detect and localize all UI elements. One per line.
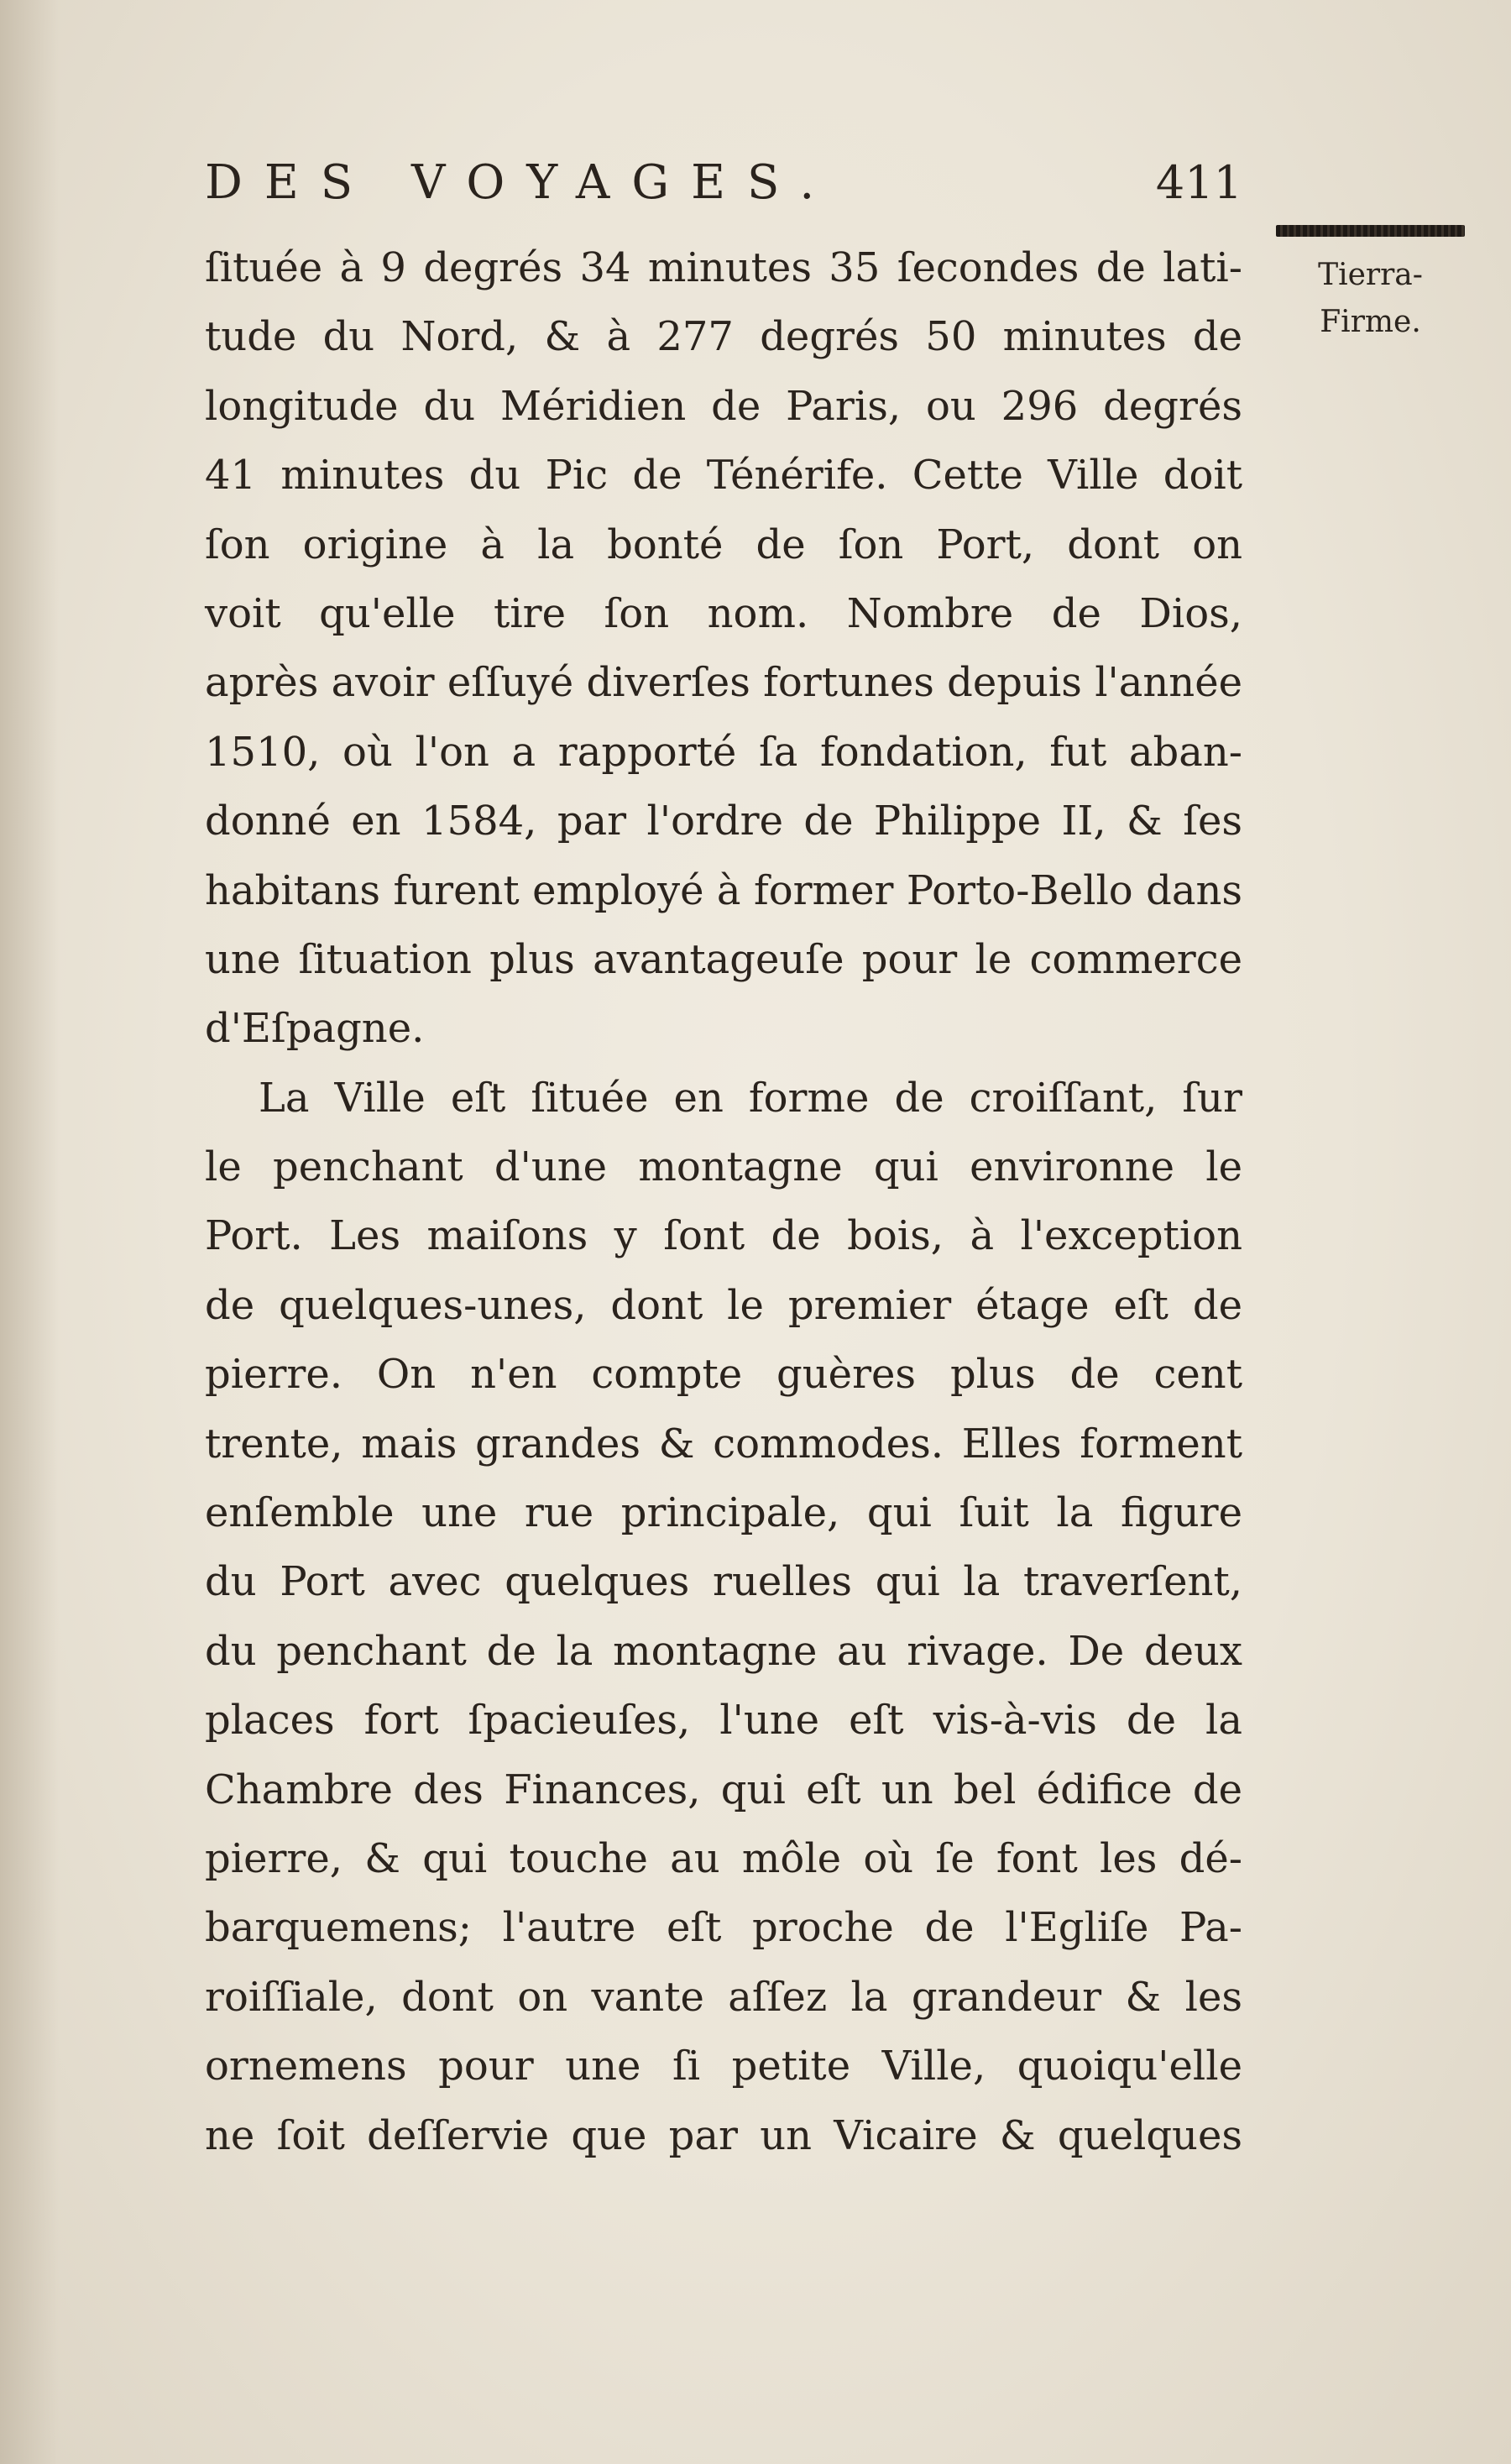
text-line: ſon origine à la bonté de ſon Port, dont on [205,521,1242,568]
text-line: d'Eſpagne. [205,1005,425,1053]
text-line: donné en 1584, par l'ordre de Philippe II, & ſes [205,798,1242,845]
running-head: DES VOYAGES. [205,155,837,210]
text-line: trente, mais grandes & commodes. Elles forment [205,1420,1242,1467]
text-line: ornemens pour une ſi petite Ville, quoiqu'elle [205,2043,1242,2090]
text-line: une ſituation plus avantageuſe pour le commerce [205,935,1242,983]
text-line: de quelques-unes, dont le premier étage eſt de [205,1281,1242,1329]
text-line: Port. Les maiſons y ſont de bois, à l'exception [205,1212,1242,1260]
text-line: tude du Nord, & à 277 degrés 50 minutes de [205,313,1242,361]
page-number: 411 [1155,156,1242,209]
text-line: La Ville eſt ſituée en forme de croiſſant, ſur [259,1074,1242,1122]
text-line: ne ſoit deſſervie que par un Vicaire & quelques [205,2111,1242,2159]
text-line: le penchant d'une montagne qui environne le [205,1143,1242,1191]
text-line: du Port avec quelques ruelles qui la traverſent, [205,1558,1242,1606]
text-line: ſituée à 9 degrés 34 minutes 35 ſecondes de lati- [205,244,1242,291]
margin-note-line: Firme. [1320,305,1421,339]
text-line: habitans furent employé à former Porto-Bello dans [205,866,1242,914]
text-line: pierre, & qui touche au môle où ſe font les dé- [205,1834,1242,1882]
margin-note [1276,225,1465,346]
text-line: Chambre des Finances, qui eſt un bel édifice de [205,1766,1242,1813]
text-line: 41 minutes du Pic de Ténérife. Cette Ville doit [205,452,1242,500]
binding-shadow [0,0,59,2464]
text-line: places fort ſpacieuſes, l'une eſt vis-à-vis de la [205,1697,1242,1745]
text-line: après avoir eſſuyé diverſes fortunes depuis l'année [205,659,1242,707]
page-header [205,149,1242,217]
text-line: voit qu'elle tire ſon nom. Nombre de Dios, [205,589,1242,637]
text-line: du penchant de la montagne au rivage. De deux [205,1627,1242,1675]
text-line: longitude du Méridien de Paris, ou 296 degrés [205,382,1242,430]
text-line: enſemble une rue principale, qui ſuit la figure [205,1489,1242,1537]
text-line: barquemens; l'autre eſt proche de l'Egliſe Pa- [205,1904,1242,1952]
text-line: roiſſiale, dont on vante aſſez la grandeur & les [205,1973,1242,2021]
text-line: pierre. On n'en compte guères plus de cent [205,1351,1242,1399]
margin-rule [1276,225,1465,237]
text-line: 1510, où l'on a rapporté ſa fondation, fut aban- [205,728,1242,776]
margin-note-line: Tierra- [1318,258,1423,292]
body-text [205,233,1242,2170]
